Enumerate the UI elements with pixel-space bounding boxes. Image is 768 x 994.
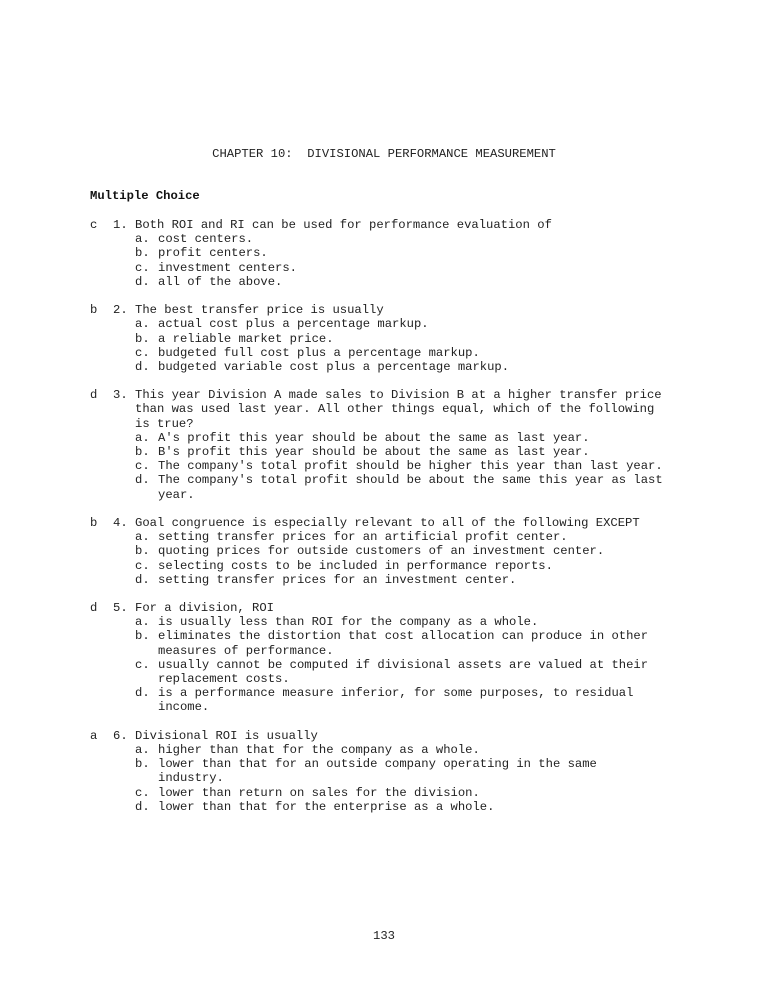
question-item	[90, 729, 750, 814]
option-text: budgeted variable cost plus a percentage markup.	[158, 359, 510, 374]
question-stem-text: than was used last year. All other things equal, which of the following	[135, 402, 655, 417]
option-text: The company's total profit should be about the same this year as last	[158, 473, 663, 488]
question-stem-text: Goal congruence is especially relevant to all of the following EXCEPT	[135, 515, 640, 530]
question-stem-line	[90, 601, 750, 615]
answer-option	[90, 488, 750, 502]
option-text: usually cannot be computed if divisional assets are valued at their	[158, 657, 649, 672]
section-heading: Multiple Choice	[90, 189, 200, 203]
question-stem-line	[90, 729, 750, 743]
option-text: eliminates the distortion that cost allocation can produce in other	[158, 629, 649, 644]
option-text: higher than that for the company as a whole.	[158, 742, 480, 757]
answer-option	[90, 771, 750, 785]
question-stem-text: Both ROI and RI can be used for performance evaluation of	[135, 218, 552, 232]
answer-option	[90, 431, 750, 445]
option-letter: c.	[135, 260, 150, 275]
answer-option	[90, 559, 750, 573]
question-number: 6.	[113, 728, 128, 743]
answer-option	[90, 360, 750, 374]
chapter-title: CHAPTER 10: DIVISIONAL PERFORMANCE MEASUREMENT	[212, 147, 556, 161]
option-letter: b.	[135, 757, 150, 772]
answer-option	[90, 686, 750, 700]
option-letter: c.	[135, 785, 150, 800]
option-letter: d.	[135, 473, 150, 488]
option-letter: a.	[135, 317, 150, 332]
option-letter: a.	[135, 742, 150, 757]
option-letter: a.	[135, 530, 150, 545]
option-letter: a.	[135, 232, 150, 247]
answer-option	[90, 672, 750, 686]
option-letter: c.	[135, 558, 150, 573]
option-letter: a.	[135, 430, 150, 445]
option-text: income.	[158, 700, 210, 715]
question-stem-line	[90, 303, 750, 317]
answer-option	[90, 317, 750, 331]
answer-key: a	[90, 728, 98, 743]
option-text: budgeted full cost plus a percentage markup.	[158, 345, 480, 360]
option-text: selecting costs to be included in performance reports.	[158, 558, 553, 573]
answer-key: c	[90, 218, 98, 232]
question-number: 4.	[113, 515, 128, 530]
question-stem-line	[90, 516, 750, 530]
question-number: 3.	[113, 388, 128, 403]
option-text: quoting prices for outside customers of an investment center.	[158, 544, 605, 559]
question-number: 2.	[113, 303, 128, 318]
question-item	[90, 388, 750, 502]
answer-option	[90, 530, 750, 544]
question-number: 1.	[113, 218, 128, 232]
question-item	[90, 516, 750, 587]
answer-option	[90, 644, 750, 658]
option-text: year.	[158, 487, 195, 502]
answer-option	[90, 700, 750, 714]
question-stem-line	[90, 388, 750, 402]
answer-key: b	[90, 303, 98, 318]
answer-option	[90, 261, 750, 275]
option-letter: b.	[135, 331, 150, 346]
option-text: actual cost plus a percentage markup.	[158, 317, 429, 332]
answer-option	[90, 573, 750, 587]
option-text: a reliable market price.	[158, 331, 334, 346]
option-text: cost centers.	[158, 232, 254, 247]
answer-option	[90, 544, 750, 558]
answer-option	[90, 445, 750, 459]
question-stem-text: For a division, ROI	[135, 601, 274, 616]
option-text: setting transfer prices for an investment center.	[158, 572, 517, 587]
option-letter: c.	[135, 345, 150, 360]
option-text: profit centers.	[158, 246, 268, 261]
answer-option	[90, 800, 750, 814]
option-letter: b.	[135, 246, 150, 261]
page-number: 133	[373, 929, 395, 943]
answer-option	[90, 629, 750, 643]
question-stem-text: is true?	[135, 416, 194, 431]
question-stem-text: Divisional ROI is usually	[135, 728, 318, 743]
question-stem-line	[90, 218, 750, 232]
answer-option	[90, 246, 750, 260]
option-text: all of the above.	[158, 274, 283, 289]
option-letter: c.	[135, 459, 150, 474]
answer-key: b	[90, 515, 98, 530]
option-text: lower than return on sales for the division.	[158, 785, 480, 800]
answer-option	[90, 275, 750, 289]
answer-key: d	[90, 388, 98, 403]
option-letter: d.	[135, 799, 150, 814]
option-text: lower than that for an outside company operating in the same	[158, 757, 597, 772]
option-text: investment centers.	[158, 260, 297, 275]
answer-key: d	[90, 601, 98, 616]
option-text: is usually less than ROI for the company as a whole.	[158, 615, 539, 630]
answer-option	[90, 786, 750, 800]
option-text: industry.	[158, 771, 224, 786]
option-text: measures of performance.	[158, 643, 334, 658]
option-text: lower than that for the enterprise as a whole.	[158, 799, 495, 814]
question-number: 5.	[113, 601, 128, 616]
option-letter: b.	[135, 629, 150, 644]
question-item	[90, 218, 750, 289]
answer-option	[90, 658, 750, 672]
question-list	[90, 218, 750, 828]
question-stem-text: This year Division A made sales to Division B at a higher transfer price	[135, 388, 662, 403]
option-text: setting transfer prices for an artificial profit center.	[158, 530, 568, 545]
option-letter: a.	[135, 615, 150, 630]
option-text: A's profit this year should be about the same as last year.	[158, 430, 590, 445]
option-letter: c.	[135, 657, 150, 672]
question-item	[90, 601, 750, 715]
question-stem-text: The best transfer price is usually	[135, 303, 384, 318]
question-item	[90, 303, 750, 374]
answer-option	[90, 332, 750, 346]
answer-option	[90, 473, 750, 487]
answer-option	[90, 743, 750, 757]
option-text: The company's total profit should be higher this year than last year.	[158, 459, 663, 474]
answer-option	[90, 346, 750, 360]
answer-option	[90, 757, 750, 771]
option-text: is a performance measure inferior, for some purposes, to residual	[158, 686, 634, 701]
option-letter: b.	[135, 544, 150, 559]
option-letter: d.	[135, 359, 150, 374]
question-stem-line	[90, 417, 750, 431]
option-text: replacement costs.	[158, 672, 290, 686]
option-letter: b.	[135, 445, 150, 459]
question-stem-line	[90, 402, 750, 416]
answer-option	[90, 232, 750, 246]
answer-option	[90, 459, 750, 473]
option-letter: d.	[135, 572, 150, 587]
option-letter: d.	[135, 274, 150, 289]
answer-option	[90, 615, 750, 629]
option-text: B's profit this year should be about the same as last year.	[158, 445, 590, 459]
option-letter: d.	[135, 686, 150, 701]
